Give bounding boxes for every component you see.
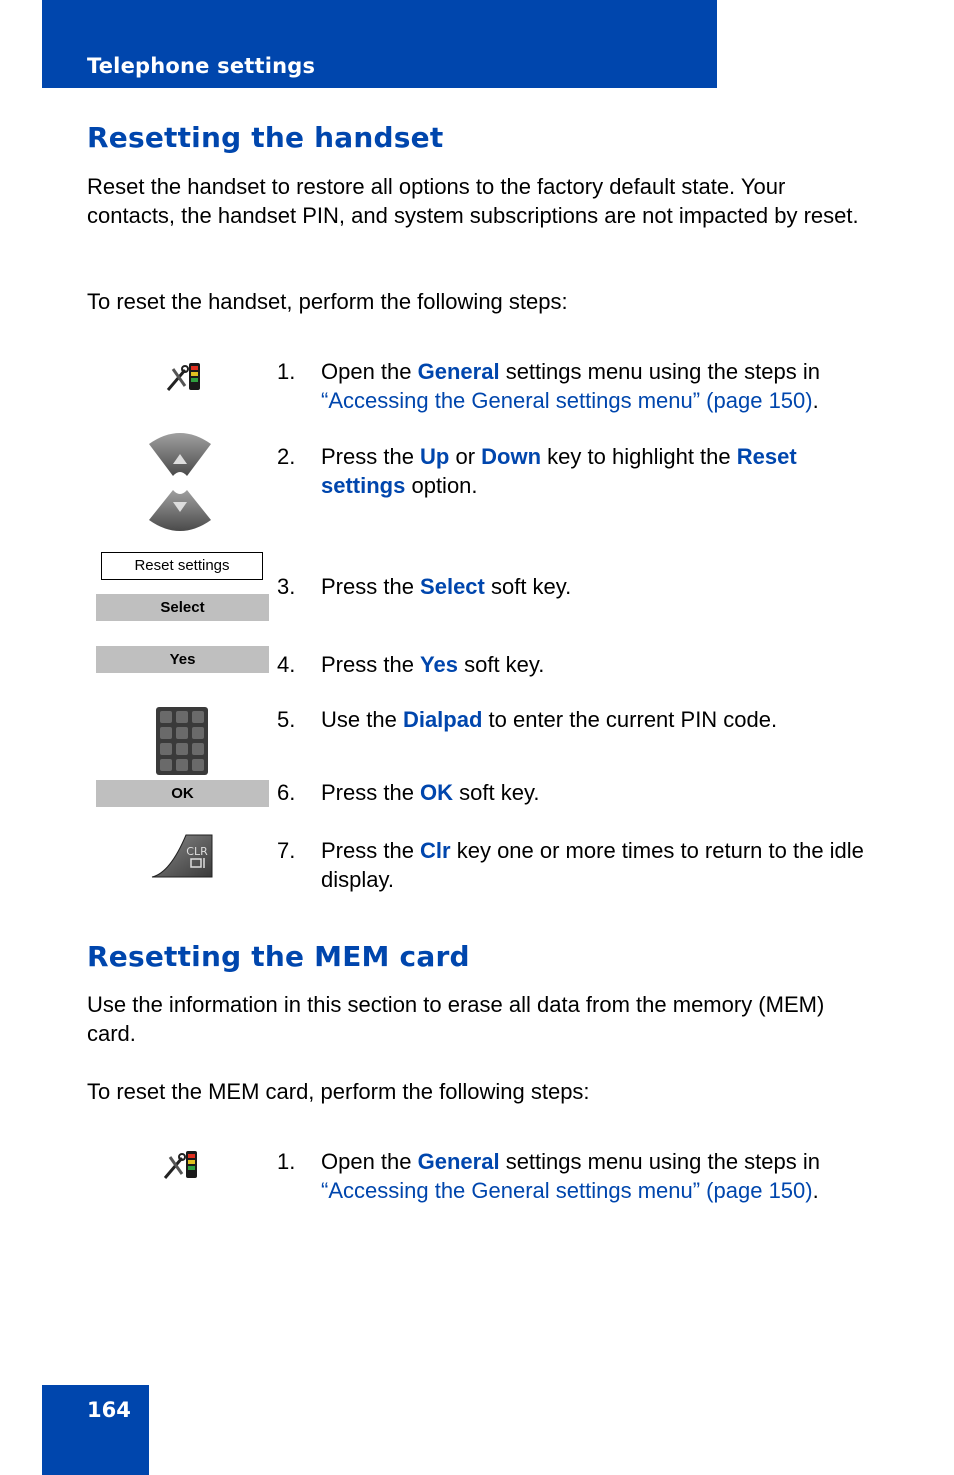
settings-tools-icon <box>165 360 205 399</box>
link-accessing-general-settings[interactable]: “Accessing the General settings menu” (page 150) <box>321 388 813 413</box>
yes-softkey[interactable]: Yes <box>96 646 269 673</box>
section1-intro: Reset the handset to restore all options to the factory default state. Your contacts, the handset PIN, and system subscriptions are not impacted by reset. <box>87 174 859 228</box>
link-accessing-general-settings[interactable]: “Accessing the General settings menu” (page 150) <box>321 1178 813 1203</box>
header-title: Telephone settings <box>87 54 316 78</box>
page-number: 164 <box>87 1398 131 1422</box>
clear-key-icon <box>150 833 214 884</box>
section-title-reset-handset: Resetting the handset <box>87 121 444 154</box>
up-down-key-icon <box>147 432 213 539</box>
section2-lead: To reset the MEM card, perform the following steps: <box>87 1079 590 1104</box>
display-reset-settings: Reset settings <box>101 552 263 580</box>
settings-tools-icon <box>162 1148 202 1187</box>
section1-lead: To reset the handset, perform the following steps: <box>87 289 568 314</box>
section-title-reset-mem-card: Resetting the MEM card <box>87 940 470 973</box>
dialpad-icon <box>156 707 208 780</box>
clr-key-label: CLR <box>186 845 208 858</box>
ok-softkey[interactable]: OK <box>96 780 269 807</box>
section2-intro: Use the information in this section to erase all data from the memory (MEM) card. <box>87 992 825 1046</box>
select-softkey[interactable]: Select <box>96 594 269 621</box>
